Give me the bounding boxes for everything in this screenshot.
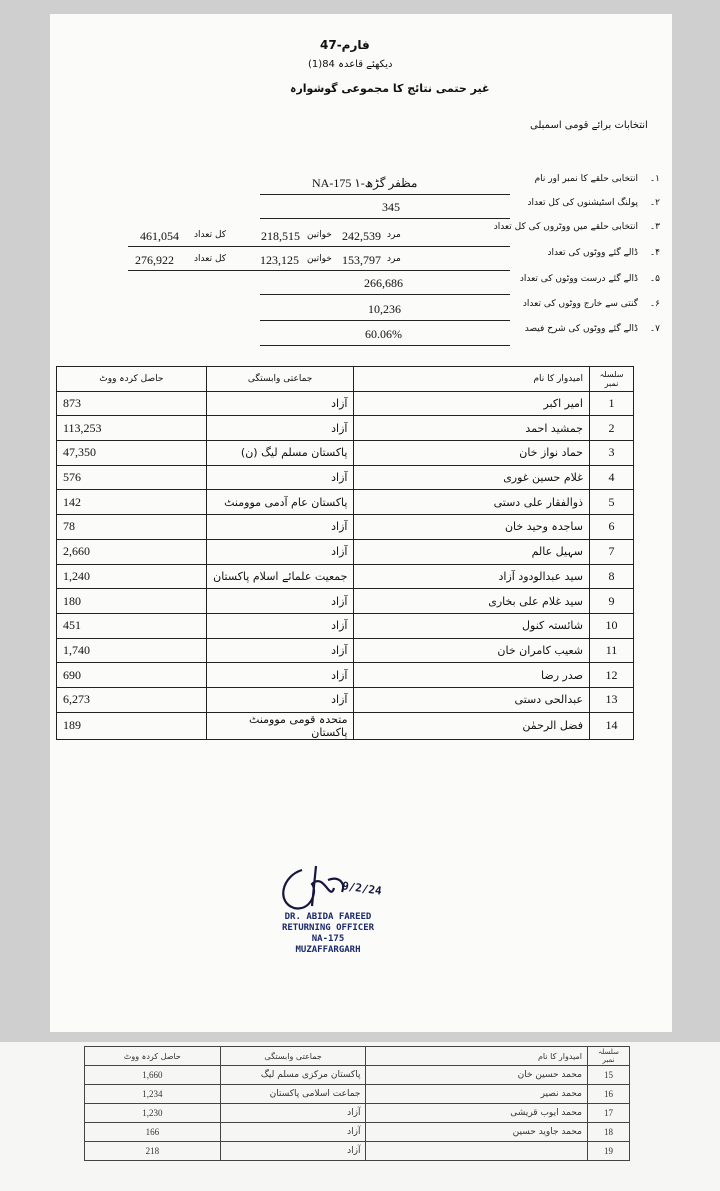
sr-cell: 19 [588,1142,630,1161]
voters-men-label: مرد [387,230,401,240]
table-row [57,490,634,515]
name-cell: جمشید احمد [354,416,590,441]
voters-women: 218,515 [261,229,300,243]
name-cell: ذوالفقار علی دستی [354,490,590,515]
voters-total-label: کل تعداد [194,230,227,240]
table-row [57,613,634,638]
table-row [85,1123,630,1142]
name-cell: فضل الرحمٰن [354,712,590,739]
votes-cell: 78 [57,515,207,540]
sr-cell: 17 [588,1104,630,1123]
detail-no-5: ۵۔ [649,274,660,284]
votes-cell: 6,273 [57,687,207,712]
party-cell: آزاد [220,1123,366,1142]
votes-cell: 2,660 [57,539,207,564]
votes-cell: 180 [57,589,207,614]
sr-cell: 15 [588,1066,630,1085]
table-row [57,712,634,739]
votes-cell: 47,350 [57,441,207,466]
voters-total: 461,054 [140,229,179,243]
table-row [57,663,634,688]
party-cell: آزاد [220,1142,366,1161]
detail-label-5: ڈالے گئے درست ووٹوں کی تعداد [519,274,638,284]
sr-cell: 9 [589,589,633,614]
party-cell: آزاد [206,589,354,614]
officer-title: RETURNING OFFICER [281,923,375,933]
valid-votes-value: 266,686 [364,276,403,290]
signature-date: 9/2/24 [341,879,383,898]
table-row [85,1066,630,1085]
detail-label-2: پولنگ اسٹیشنوں کی کل تعداد [527,198,638,208]
name-cell: ساجدہ وحید خان [354,515,590,540]
name-cell: صدر رضا [354,663,590,688]
votes-cell: 1,740 [57,638,207,663]
header-name: امیدوار کا نام [354,367,590,392]
party-cell: آزاد [206,613,354,638]
turnout-value: 60.06% [365,327,402,341]
cast-women: 123,125 [260,253,299,267]
detail-label-3: انتخابی حلقے میں ووٹروں کی کل تعداد [493,222,638,232]
detail-label-1: انتخابی حلقے کا نمبر اور نام [534,174,638,184]
name-cell: محمد جاوید حسین [366,1123,588,1142]
table-row [57,391,634,416]
rejected-votes-value: 10,236 [368,302,401,316]
name-cell: غلام حسین غوری [354,465,590,490]
detail-no-6: ۶۔ [649,299,660,309]
votes-cell: 451 [57,613,207,638]
table-row [57,539,634,564]
cast-total-label: کل تعداد [194,254,227,264]
name-cell: محمد نصیر [366,1085,588,1104]
votes-cell: 1,660 [85,1066,221,1085]
form-title: فارم-47 [320,38,370,52]
party-cell: آزاد [206,391,354,416]
table-row [57,638,634,663]
continuation-page [0,1042,720,1191]
officer-name: DR. ABIDA FAREED [284,912,372,922]
voters-men: 242,539 [342,229,381,243]
sr-cell: 7 [589,539,633,564]
party-cell: آزاد [220,1104,366,1123]
header-votes: حاصل کردہ ووٹ [85,1047,221,1066]
header-sr: سلسلہ نمبر [588,1047,630,1066]
detail-no-2: ۲۔ [649,198,660,208]
table-row [57,564,634,589]
header-name: امیدوار کا نام [366,1047,588,1066]
name-cell: عبدالحی دستی [354,687,590,712]
sr-cell: 1 [589,391,633,416]
officer-stamp [258,912,398,956]
party-cell: پاکستان مسلم لیگ (ن) [206,441,354,466]
detail-label-7: ڈالے گئے ووٹوں کی شرح فیصد [524,324,638,334]
votes-cell: 113,253 [57,416,207,441]
voters-women-label: خواتین [307,230,332,240]
party-cell: آزاد [206,687,354,712]
votes-cell: 576 [57,465,207,490]
party-cell: جمعیت علمائے اسلام پاکستان [206,564,354,589]
table-row [57,515,634,540]
table-row [57,589,634,614]
votes-cell: 690 [57,663,207,688]
table-row [85,1085,630,1104]
candidates-table [56,366,634,740]
table-header-row [57,367,634,392]
continuation-table [84,1046,630,1161]
name-cell: شائستہ کنول [354,613,590,638]
detail-no-7: ۷۔ [649,324,660,334]
party-cell: آزاد [206,663,354,688]
sr-cell: 18 [588,1123,630,1142]
sr-cell: 3 [589,441,633,466]
sr-cell: 12 [589,663,633,688]
votes-cell: 218 [85,1142,221,1161]
sr-cell: 2 [589,416,633,441]
name-cell: محمد ایوب قریشی [366,1104,588,1123]
detail-no-4: ۴۔ [649,248,660,258]
name-cell [366,1142,588,1161]
header-party: جماعتی وابستگی [206,367,354,392]
party-cell: پاکستان عام آدمی موومنٹ [206,490,354,515]
votes-cell: 873 [57,391,207,416]
votes-cell: 142 [57,490,207,515]
rule-reference: دیکھئے قاعدہ 84(1) [308,59,393,70]
form-page [50,14,672,1032]
officer-constituency: NA-175 [311,934,345,944]
party-cell: پاکستان مرکزی مسلم لیگ [220,1066,366,1085]
table-header-row [85,1047,630,1066]
cast-women-label: خواتین [307,254,332,264]
cast-men-label: مرد [387,254,401,264]
table-row [57,441,634,466]
table-row [85,1104,630,1123]
name-cell: امیر اکبر [354,391,590,416]
sr-cell: 5 [589,490,633,515]
header-votes: حاصل کردہ ووٹ [57,367,207,392]
sr-cell: 4 [589,465,633,490]
detail-no-1: ۱۔ [649,174,660,184]
name-cell: سہیل عالم [354,539,590,564]
votes-cell: 1,234 [85,1085,221,1104]
party-cell: جماعت اسلامی پاکستان [220,1085,366,1104]
cast-total: 276,922 [135,253,174,267]
sr-cell: 13 [589,687,633,712]
polling-stations-value: 345 [382,200,400,214]
party-cell: متحدہ قومی موومنٹ پاکستان [206,712,354,739]
detail-label-4: ڈالے گئے ووٹوں کی تعداد [547,248,638,258]
name-cell: محمد حسین خان [366,1066,588,1085]
table-row [57,416,634,441]
detail-no-3: ۳۔ [649,222,660,232]
sr-cell: 8 [589,564,633,589]
sr-cell: 10 [589,613,633,638]
votes-cell: 166 [85,1123,221,1142]
sr-cell: 16 [588,1085,630,1104]
party-cell: آزاد [206,638,354,663]
votes-cell: 1,240 [57,564,207,589]
table-row [85,1142,630,1161]
cast-men: 153,797 [342,253,381,267]
party-cell: آزاد [206,416,354,441]
party-cell: آزاد [206,515,354,540]
header-sr: سلسلہ نمبر [589,367,633,392]
constituency-value: NA-175 مظفر گڑھ-۱ [312,176,418,190]
name-cell: حماد نواز خان [354,441,590,466]
sr-cell: 11 [589,638,633,663]
party-cell: آزاد [206,539,354,564]
votes-cell: 189 [57,712,207,739]
sr-cell: 6 [589,515,633,540]
sr-cell: 14 [589,712,633,739]
votes-cell: 1,230 [85,1104,221,1123]
election-type: انتخابات برائے قومی اسمبلی [530,120,648,131]
form-subtitle: غیر حتمی نتائج کا مجموعی گوشوارہ [290,82,490,95]
detail-label-6: گنتی سے خارج ووٹوں کی تعداد [522,299,638,309]
name-cell: سید غلام علی بخاری [354,589,590,614]
officer-district: MUZAFFARGARH [295,945,361,955]
header-party: جماعتی وابستگی [220,1047,366,1066]
table-row [57,465,634,490]
name-cell: سید عبدالودود آزاد [354,564,590,589]
party-cell: آزاد [206,465,354,490]
table-row [57,687,634,712]
name-cell: شعیب کامران خان [354,638,590,663]
